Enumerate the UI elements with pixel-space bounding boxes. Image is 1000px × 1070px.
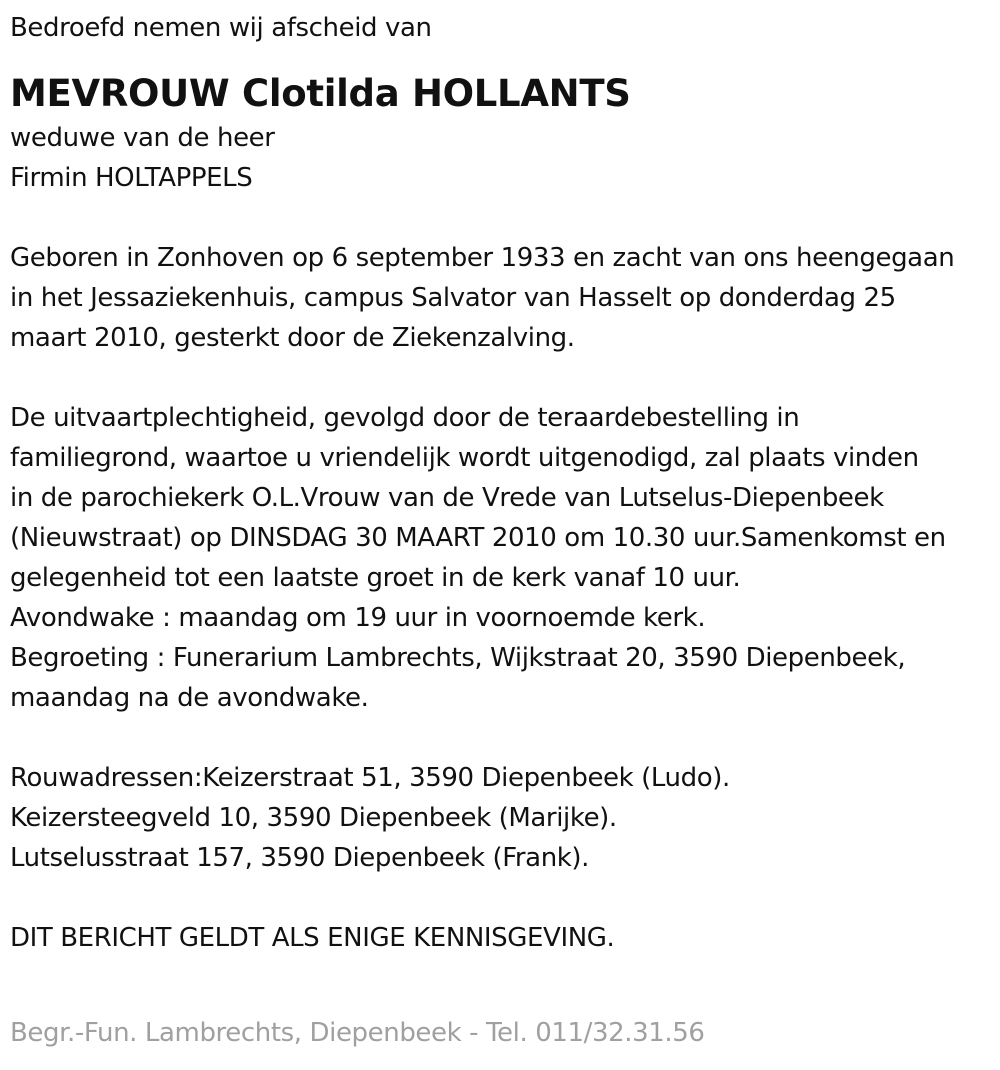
- address-line: Rouwadressen:Keizerstraat 51, 3590 Diepenbeek (Ludo).: [10, 763, 730, 793]
- paragraph-line: maart 2010, gesterkt door de Ziekenzalving.: [10, 323, 575, 353]
- paragraph-line: gelegenheid tot een laatste groet in de kerk vanaf 10 uur.: [10, 563, 741, 593]
- greeting-line: Begroeting : Funerarium Lambrechts, Wijkstraat 20, 3590 Diepenbeek,: [10, 643, 906, 673]
- notice-text: DIT BERICHT GELDT ALS ENIGE KENNISGEVING.: [10, 923, 615, 953]
- intro-text: Bedroefd nemen wij afscheid van: [10, 13, 432, 43]
- mourning-addresses: [10, 758, 990, 878]
- paragraph-line: De uitvaartplechtigheid, gevolgd door de teraardebestelling in: [10, 403, 800, 433]
- vigil-line: Avondwake : maandag om 19 uur in voornoemde kerk.: [10, 603, 706, 633]
- ceremony-paragraph: [10, 398, 990, 718]
- paragraph-line: (Nieuwstraat) op DINSDAG 30 MAART 2010 om 10.30 uur.Samenkomst en: [10, 523, 946, 553]
- deceased-name: MEVROUW Clotilda HOLLANTS: [10, 72, 631, 115]
- address-line: Keizersteegveld 10, 3590 Diepenbeek (Marijke).: [10, 803, 617, 833]
- funeral-home-footer: Begr.-Fun. Lambrechts, Diepenbeek - Tel. 011/32.31.56: [10, 1018, 705, 1048]
- paragraph-line: Geboren in Zonhoven op 6 september 1933 en zacht van ons heengegaan: [10, 243, 955, 273]
- birth-death-paragraph: [10, 238, 990, 358]
- paragraph-line: in de parochiekerk O.L.Vrouw van de Vrede van Lutselus-Diepenbeek: [10, 483, 884, 513]
- address-line: Lutselusstraat 157, 3590 Diepenbeek (Frank).: [10, 843, 590, 873]
- relation-line: weduwe van de heer: [10, 123, 275, 153]
- paragraph-line: in het Jessaziekenhuis, campus Salvator van Hasselt op donderdag 25: [10, 283, 896, 313]
- relation-line: Firmin HOLTAPPELS: [10, 163, 253, 193]
- paragraph-line: familiegrond, waartoe u vriendelijk wordt uitgenodigd, zal plaats vinden: [10, 443, 919, 473]
- relation-section: [10, 118, 990, 198]
- greeting-line: maandag na de avondwake.: [10, 683, 369, 713]
